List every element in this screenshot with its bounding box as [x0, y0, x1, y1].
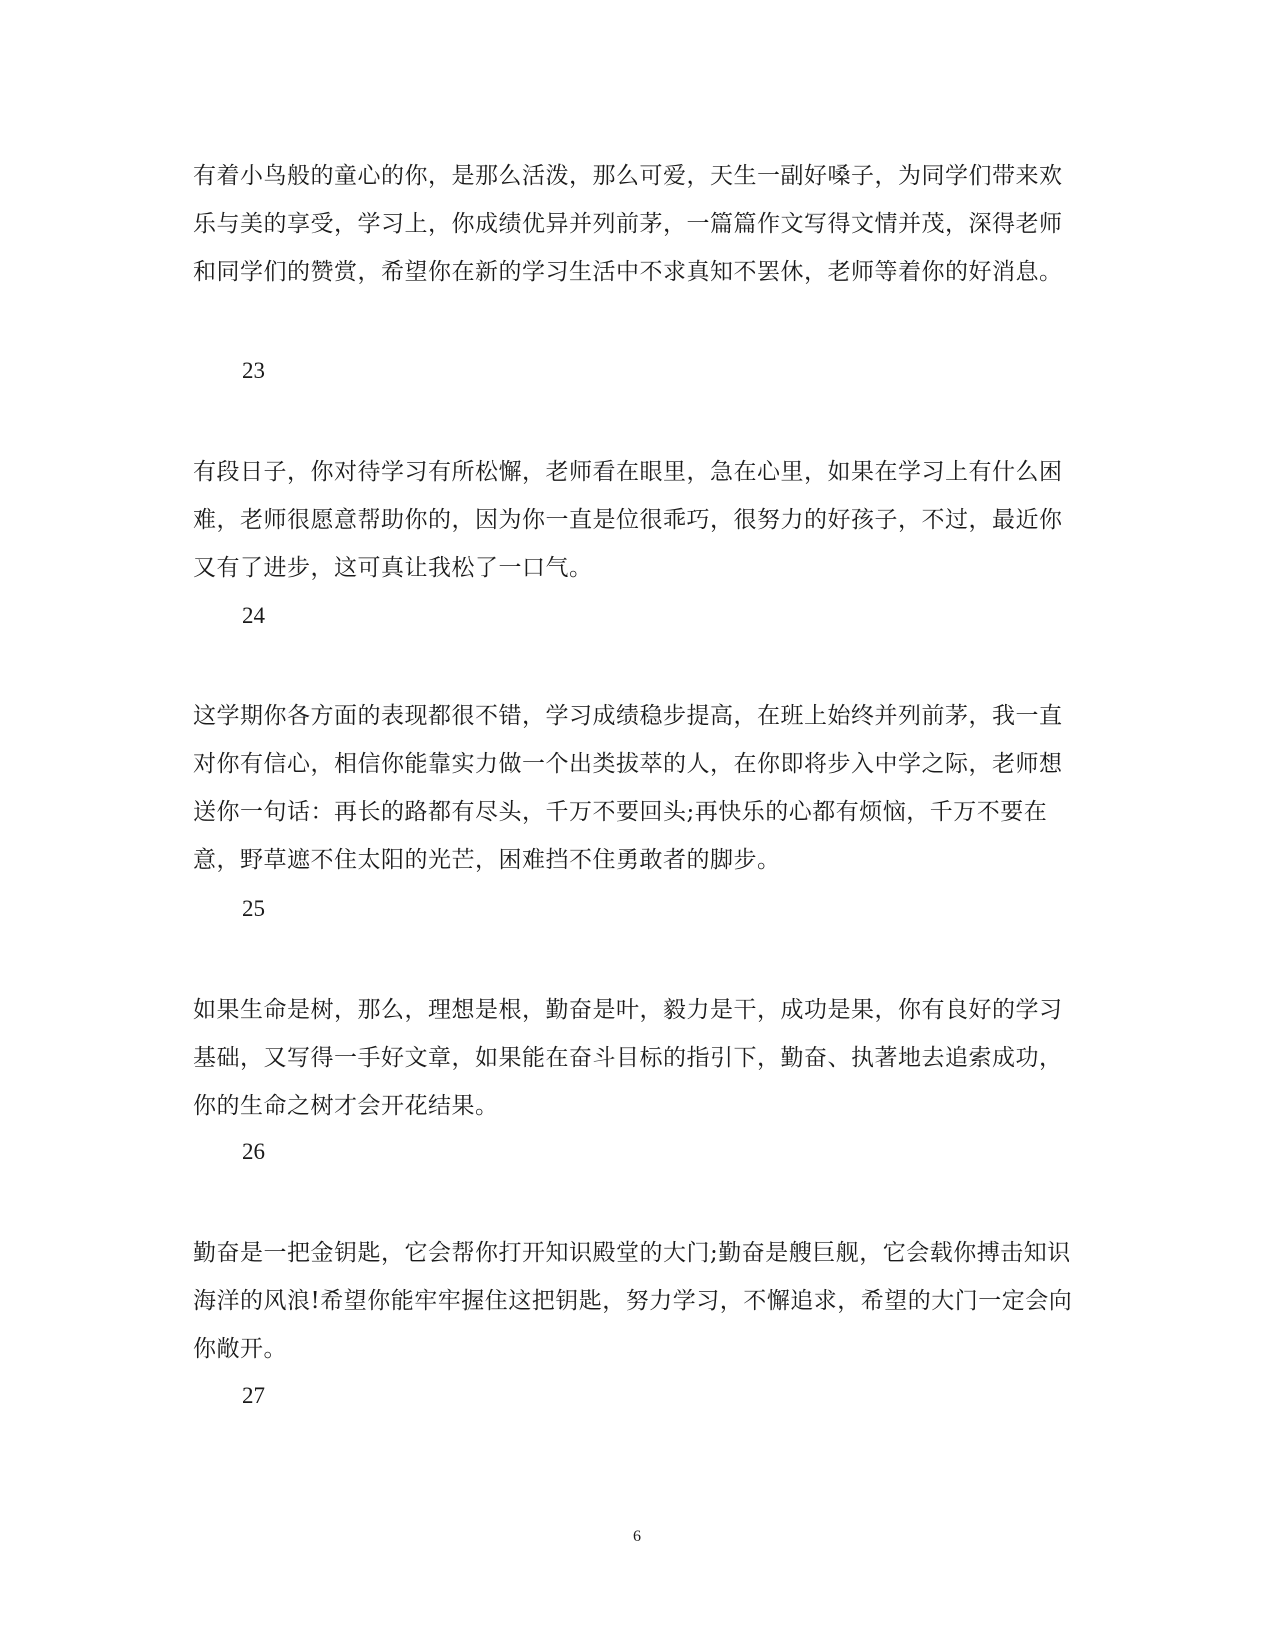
item-number: 26: [242, 1139, 265, 1164]
item-number: 25: [242, 896, 265, 921]
comment-paragraph: 这学期你各方面的表现都很不错，学习成绩稳步提高，在班上始终并列前茅，我一直对你有信心，相信你能靠实力做一个出类拔萃的人，在你即将步入中学之际，老师想送你一句话：再长的路都有尽头，千万不要回头;再快乐的心都有烦恼，千万不要在意，野草遮不住太阳的光芒，困难挡不住勇敢者的脚步。: [193, 703, 1063, 873]
item-number: 24: [242, 603, 265, 628]
comment-paragraph: 有着小鸟般的童心的你，是那么活泼，那么可爱，天生一副好嗓子，为同学们带来欢乐与美的享受，学习上，你成绩优异并列前茅，一篇篇作文写得文情并茂，深得老师和同学们的赞赏，希望你在新的学习生活中不求真知不罢休，老师等着你的好消息。: [193, 163, 1063, 285]
comment-paragraph: 勤奋是一把金钥匙，它会帮你打开知识殿堂的大门;勤奋是艘巨舰，它会载你搏击知识海洋的风浪!希望你能牢牢握住这把钥匙，努力学习，不懈追求，希望的大门一定会向你敞开。: [193, 1240, 1073, 1362]
item-number: 23: [242, 358, 265, 383]
item-number: 27: [242, 1383, 265, 1408]
page-number: 6: [633, 1528, 641, 1545]
comment-paragraph: 有段日子，你对待学习有所松懈，老师看在眼里，急在心里，如果在学习上有什么困难，老师很愿意帮助你的，因为你一直是位很乖巧，很努力的好孩子，不过，最近你又有了进步，这可真让我松了一口气。: [193, 459, 1063, 581]
comment-paragraph: 如果生命是树，那么，理想是根，勤奋是叶，毅力是干，成功是果，你有良好的学习基础，又写得一手好文章，如果能在奋斗目标的指引下，勤奋、执著地去追索成功，你的生命之树才会开花结果。: [193, 997, 1063, 1119]
